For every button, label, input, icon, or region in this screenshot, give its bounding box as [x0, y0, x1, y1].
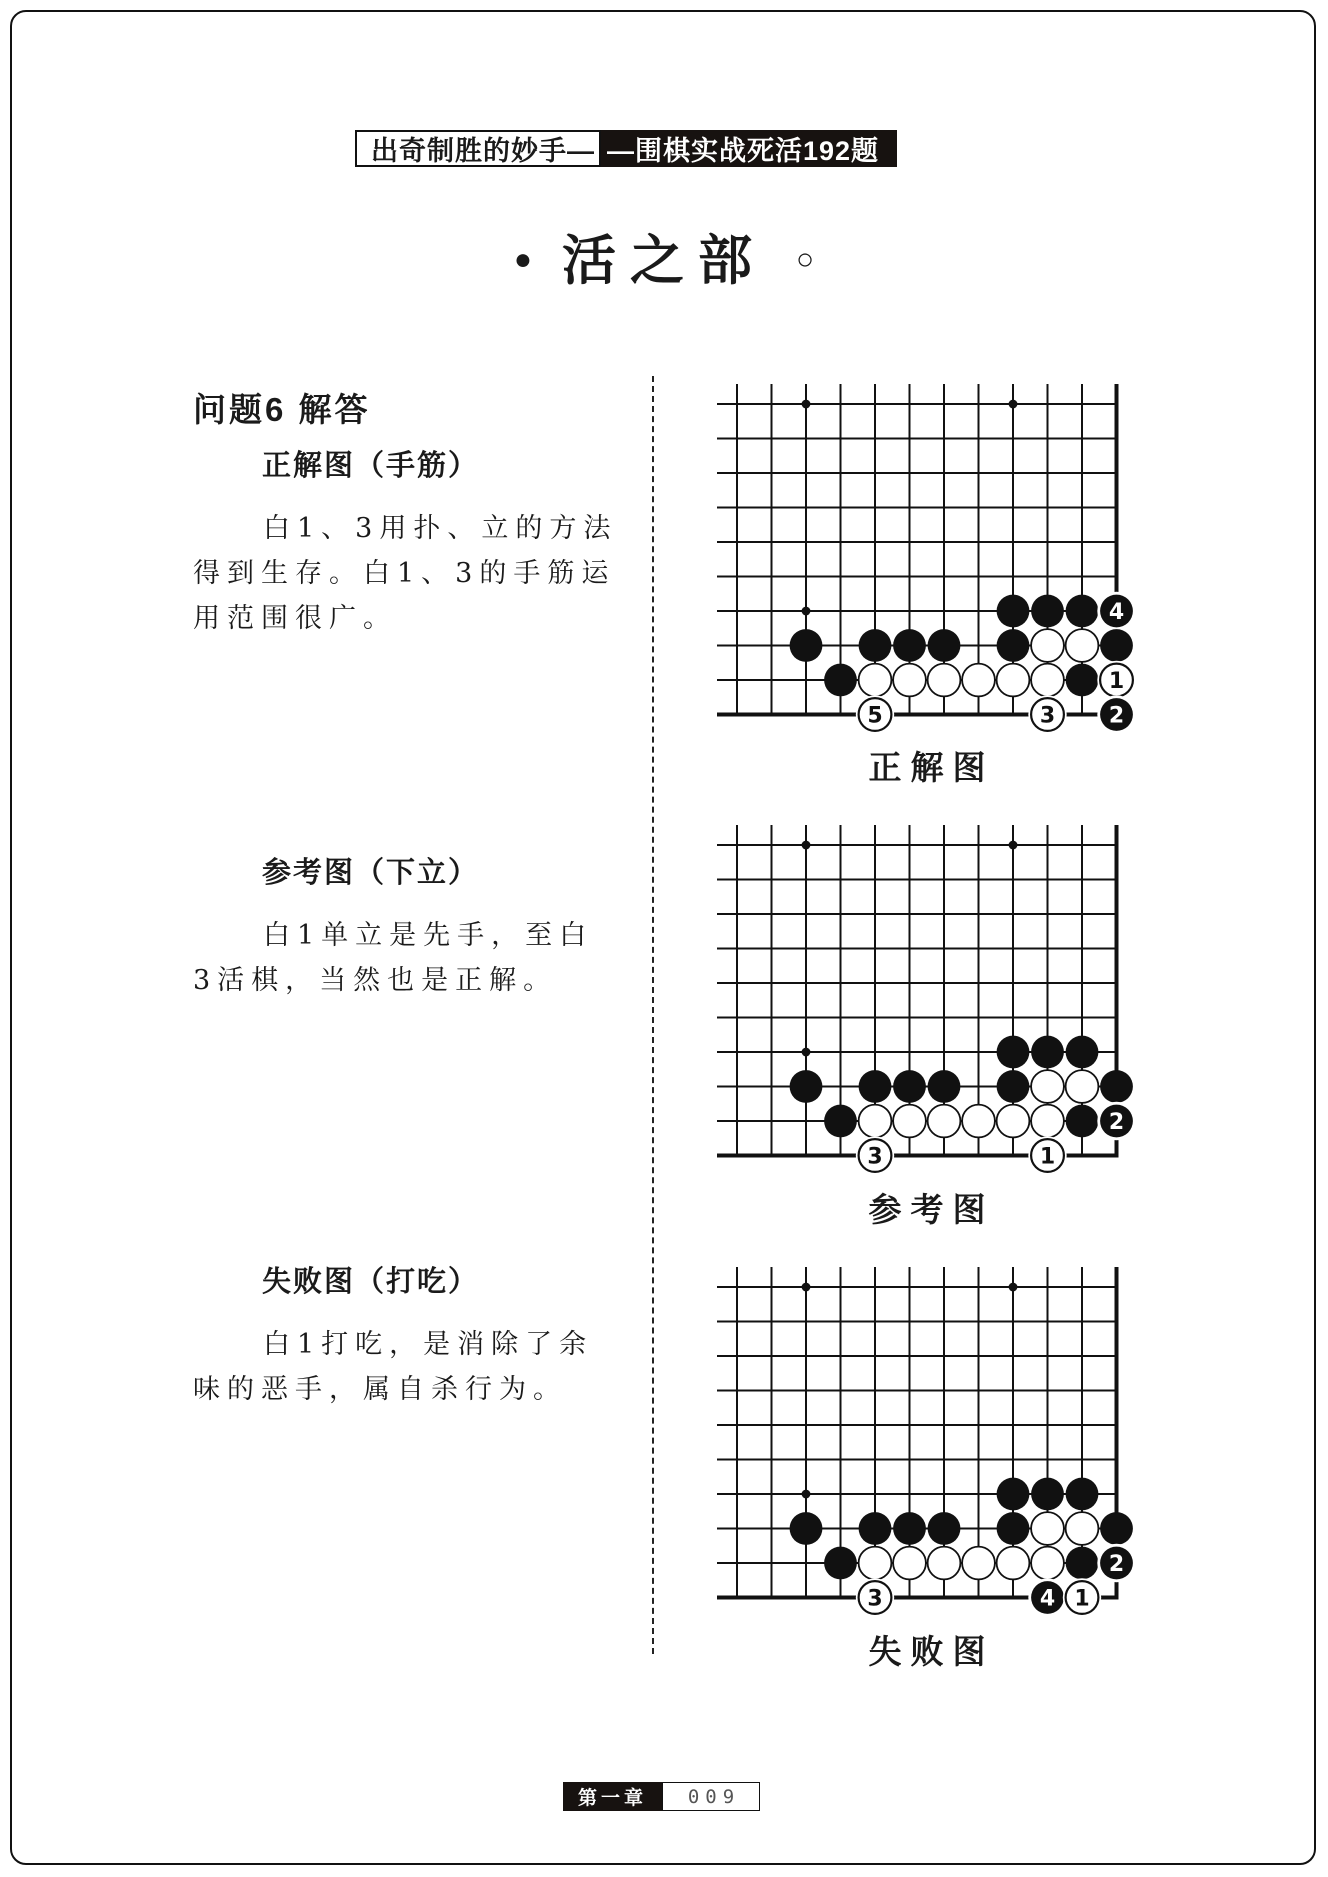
svg-text:2: 2	[1108, 703, 1125, 729]
block-3-line-1: 白1打吃，是消除了余	[263, 1329, 594, 1360]
solution-block-2	[193, 855, 663, 1003]
block-3-heading: 失败图（打吃）	[262, 1266, 480, 1298]
block-1-line-1: 白1、3用扑、立的方法	[263, 513, 618, 544]
open-circle-icon: ○	[796, 243, 815, 276]
block-1-heading: 正解图（手筋）	[262, 450, 480, 482]
go-board-svg	[717, 825, 1137, 1177]
block-2-line-1: 白1单立是先手，至白	[263, 920, 594, 951]
filled-circle-icon: ●	[513, 243, 532, 276]
go-diagram-correct	[717, 384, 1137, 736]
go-board-svg	[717, 1267, 1137, 1619]
svg-text:1: 1	[1039, 1144, 1056, 1170]
header-title-white: 出奇制胜的妙手—	[355, 130, 601, 167]
svg-text:4: 4	[1108, 599, 1125, 625]
diagram-caption-failure: 失败图	[868, 1633, 995, 1670]
go-board-svg	[717, 384, 1137, 736]
header-title-black: —围棋实战死活192题	[601, 130, 897, 167]
problem-heading: 问题6 解答	[193, 391, 371, 428]
block-1-line-3: 用范围很广。	[193, 603, 397, 634]
svg-text:1: 1	[1074, 1586, 1090, 1612]
block-2-line-2: 3活棋，当然也是正解。	[193, 965, 558, 996]
svg-text:5: 5	[867, 703, 883, 729]
footer-page-number: 009	[662, 1782, 760, 1811]
dashed-column-divider	[652, 376, 654, 1654]
svg-text:3: 3	[1039, 703, 1056, 729]
go-diagram-failure	[717, 1267, 1137, 1619]
section-title	[0, 230, 1328, 290]
block-2-heading: 参考图（下立）	[262, 857, 480, 889]
svg-text:3: 3	[867, 1144, 883, 1170]
block-3-line-2: 味的恶手，属自杀行为。	[193, 1374, 567, 1405]
solution-block-3	[193, 1264, 663, 1412]
svg-text:3: 3	[867, 1586, 883, 1612]
footer	[563, 1782, 760, 1811]
svg-text:1: 1	[1108, 668, 1125, 694]
go-diagram-reference	[717, 825, 1137, 1177]
svg-text:4: 4	[1039, 1586, 1056, 1612]
svg-text:2: 2	[1108, 1551, 1125, 1577]
svg-text:2: 2	[1108, 1109, 1125, 1135]
footer-chapter-badge: 第一章	[563, 1782, 662, 1811]
diagram-caption-reference: 参考图	[868, 1191, 995, 1228]
diagram-caption-correct: 正解图	[868, 749, 995, 786]
block-1-line-2: 得到生存。白1、3的手筋运	[193, 558, 616, 589]
header-band	[355, 130, 897, 167]
solution-block-1	[193, 448, 663, 641]
section-title-text: 活之部	[562, 228, 766, 292]
